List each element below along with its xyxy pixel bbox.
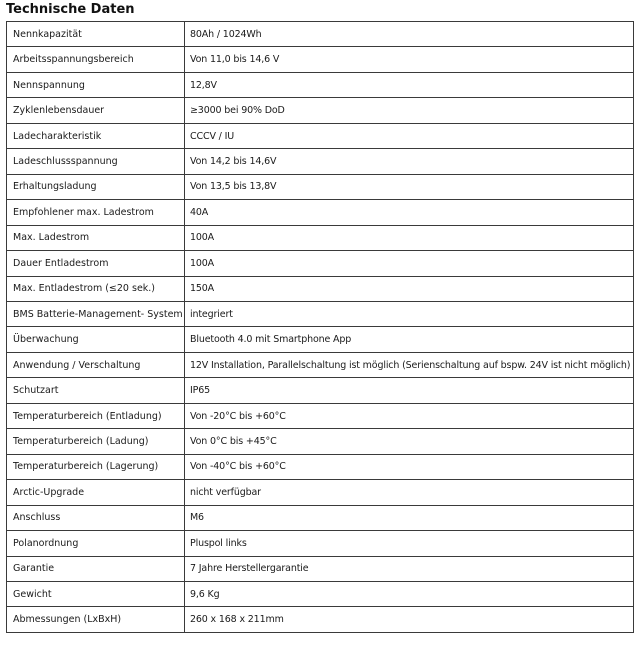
spec-value: Von 13,5 bis 13,8V bbox=[185, 174, 634, 199]
spec-value: 80Ah / 1024Wh bbox=[185, 22, 634, 47]
spec-label: Erhaltungsladung bbox=[7, 174, 185, 199]
spec-value: Von -20°C bis +60°C bbox=[185, 403, 634, 428]
spec-label: Max. Entladestrom (≤20 sek.) bbox=[7, 276, 185, 301]
spec-label: Empfohlener max. Ladestrom bbox=[7, 200, 185, 225]
table-row bbox=[7, 429, 634, 454]
spec-value: nicht verfügbar bbox=[185, 480, 634, 505]
spec-value: 12,8V bbox=[185, 72, 634, 97]
spec-label: Dauer Entladestrom bbox=[7, 251, 185, 276]
table-row bbox=[7, 276, 634, 301]
table-row bbox=[7, 352, 634, 377]
spec-label: Zyklenlebensdauer bbox=[7, 98, 185, 123]
spec-label: Abmessungen (LxBxH) bbox=[7, 607, 185, 632]
table-row bbox=[7, 505, 634, 530]
spec-value: 12V Installation, Parallelschaltung ist möglich (Serienschaltung auf bspw. 24V ist nicht möglich) bbox=[185, 352, 634, 377]
spec-value: 100A bbox=[185, 225, 634, 250]
spec-label: Überwachung bbox=[7, 327, 185, 352]
spec-value: Von 11,0 bis 14,6 V bbox=[185, 47, 634, 72]
spec-table bbox=[6, 21, 634, 633]
table-row bbox=[7, 454, 634, 479]
spec-label: Temperaturbereich (Ladung) bbox=[7, 429, 185, 454]
spec-value: Bluetooth 4.0 mit Smartphone App bbox=[185, 327, 634, 352]
table-row bbox=[7, 123, 634, 148]
table-row bbox=[7, 480, 634, 505]
spec-label: Nennkapazität bbox=[7, 22, 185, 47]
spec-value: Von 0°C bis +45°C bbox=[185, 429, 634, 454]
spec-label: Nennspannung bbox=[7, 72, 185, 97]
spec-label: Ladeschlussspannung bbox=[7, 149, 185, 174]
table-row bbox=[7, 403, 634, 428]
spec-value: M6 bbox=[185, 505, 634, 530]
spec-table-body bbox=[7, 22, 634, 633]
spec-label: Schutzart bbox=[7, 378, 185, 403]
table-row bbox=[7, 47, 634, 72]
spec-value: 260 x 168 x 211mm bbox=[185, 607, 634, 632]
spec-label: Gewicht bbox=[7, 581, 185, 606]
spec-label: Temperaturbereich (Lagerung) bbox=[7, 454, 185, 479]
table-row bbox=[7, 556, 634, 581]
spec-value: Von 14,2 bis 14,6V bbox=[185, 149, 634, 174]
spec-value: ≥3000 bei 90% DoD bbox=[185, 98, 634, 123]
page-title: Technische Daten bbox=[6, 2, 135, 17]
spec-value: 9,6 Kg bbox=[185, 581, 634, 606]
spec-label: Max. Ladestrom bbox=[7, 225, 185, 250]
table-row bbox=[7, 72, 634, 97]
table-row bbox=[7, 531, 634, 556]
table-row bbox=[7, 174, 634, 199]
table-row bbox=[7, 251, 634, 276]
spec-value: Von -40°C bis +60°C bbox=[185, 454, 634, 479]
spec-value: 7 Jahre Herstellergarantie bbox=[185, 556, 634, 581]
spec-label: Garantie bbox=[7, 556, 185, 581]
spec-label: BMS Batterie-Management- System bbox=[7, 301, 185, 326]
table-row bbox=[7, 607, 634, 632]
spec-value: CCCV / IU bbox=[185, 123, 634, 148]
table-row bbox=[7, 22, 634, 47]
table-row bbox=[7, 301, 634, 326]
table-row bbox=[7, 225, 634, 250]
spec-label: Ladecharakteristik bbox=[7, 123, 185, 148]
spec-value: 100A bbox=[185, 251, 634, 276]
spec-value: 150A bbox=[185, 276, 634, 301]
spec-label: Anwendung / Verschaltung bbox=[7, 352, 185, 377]
table-row bbox=[7, 98, 634, 123]
spec-label: Arbeitsspannungsbereich bbox=[7, 47, 185, 72]
spec-value: IP65 bbox=[185, 378, 634, 403]
spec-value: integriert bbox=[185, 301, 634, 326]
spec-label: Anschluss bbox=[7, 505, 185, 530]
table-row bbox=[7, 327, 634, 352]
spec-label: Arctic-Upgrade bbox=[7, 480, 185, 505]
table-row bbox=[7, 149, 634, 174]
table-row bbox=[7, 200, 634, 225]
spec-label: Temperaturbereich (Entladung) bbox=[7, 403, 185, 428]
table-row bbox=[7, 581, 634, 606]
spec-value: Pluspol links bbox=[185, 531, 634, 556]
spec-value: 40A bbox=[185, 200, 634, 225]
table-row bbox=[7, 378, 634, 403]
spec-label: Polanordnung bbox=[7, 531, 185, 556]
